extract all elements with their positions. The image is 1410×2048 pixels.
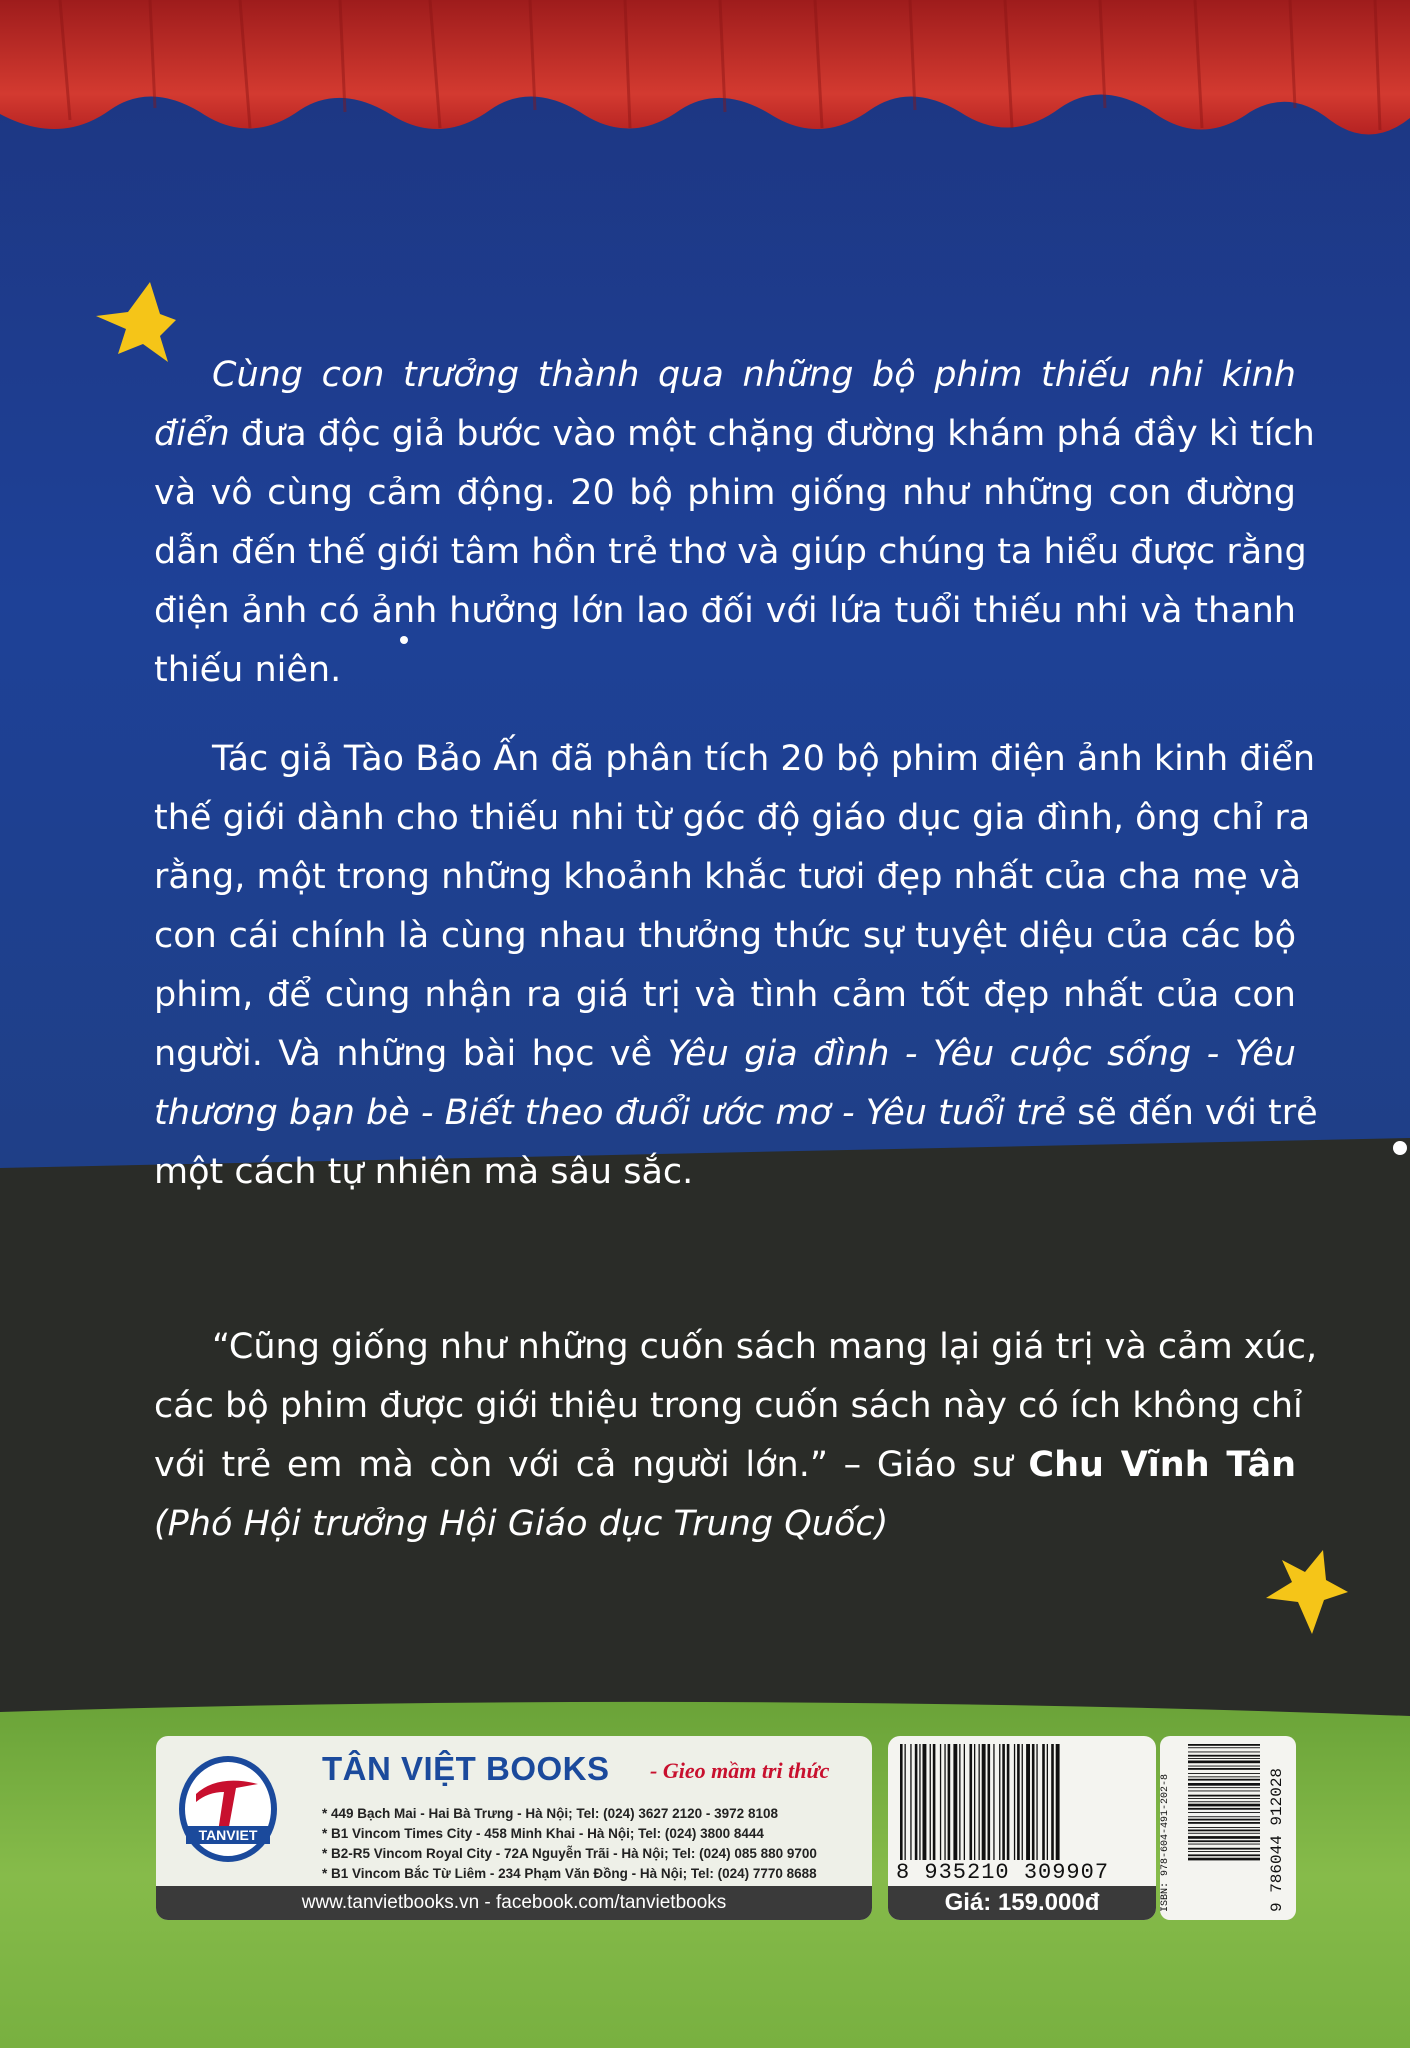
barcode-bar (953, 1744, 957, 1860)
p1-line-3: và vô cùng cảm động. 20 bộ phim giống như những con đường (154, 473, 1296, 513)
isbn-bar (1188, 1773, 1260, 1774)
quote-line-2: các bộ phim được giới thiệu trong cuốn sách này có ích không chỉ (154, 1386, 1303, 1426)
barcode-icon (896, 1744, 1148, 1862)
quote-line-3-plain: với trẻ em mà còn với cả người lớn.” – Giáo sư (154, 1445, 1029, 1485)
p1-line-2-italic: điển (154, 414, 230, 454)
isbn-bar (1188, 1816, 1260, 1817)
address-line: * 449 Bạch Mai - Hai Bà Trưng - Hà Nội; Tel: (024) 3627 2120 - 3972 8108 (322, 1806, 778, 1821)
p1-line-6: thiếu niên. (154, 650, 342, 690)
p1-line-2 (154, 405, 1315, 464)
p2-line-7-plain: sẽ đến với trẻ (1065, 1093, 1318, 1133)
isbn-bar (1188, 1830, 1260, 1832)
p1-line-1: Cùng con trưởng thành qua những bộ phim thiếu nhi kinh (212, 355, 1296, 395)
isbn-label: ISBN: 978-604-491-202-8 (1160, 1773, 1171, 1912)
barcode-bar (919, 1744, 920, 1860)
p1-line-4: dẫn đến thế giới tâm hồn trẻ thơ và giúp chúng ta hiểu được rằng (154, 532, 1307, 572)
isbn-bar (1188, 1804, 1260, 1807)
isbn-bar (1188, 1808, 1260, 1810)
isbn-bar (1188, 1827, 1260, 1828)
barcode-bar (910, 1744, 911, 1860)
address-line: * B1 Vincom Times City - 458 Minh Khai - Hà Nội; Tel: (024) 3800 8444 (322, 1826, 764, 1841)
p2-line-7-italic: thương bạn bè - Biết theo đuổi ước mơ - Yêu tuổi trẻ (154, 1093, 1066, 1133)
isbn-bar (1188, 1744, 1260, 1746)
barcode-bar (1051, 1744, 1054, 1860)
small-star-icon (1393, 1141, 1407, 1155)
isbn-bar (1188, 1779, 1260, 1781)
isbn-bar (1188, 1822, 1260, 1824)
barcode-box (888, 1736, 1156, 1920)
isbn-bar (1188, 1783, 1260, 1786)
p1-line-2-rest: đưa độc giả bước vào một chặng đường khám phá đầy kì tích (229, 414, 1315, 454)
isbn-bar (1188, 1833, 1260, 1834)
isbn-bar (1188, 1776, 1260, 1777)
barcode-bar (982, 1744, 986, 1860)
isbn-bar (1188, 1758, 1260, 1759)
isbn-box (1160, 1736, 1296, 1920)
barcode-bar (1042, 1744, 1045, 1860)
barcode-bar (944, 1744, 945, 1860)
p2-line-6-plain: người. Và những bài học về (154, 1034, 668, 1074)
isbn-bar (1188, 1752, 1260, 1753)
barcode-bar (974, 1744, 975, 1860)
quote-line-3 (154, 1436, 1296, 1495)
barcode-bar (915, 1744, 918, 1860)
tanviet-logo-icon (178, 1754, 278, 1864)
isbn-bar (1188, 1798, 1260, 1799)
isbn-bar (1188, 1795, 1260, 1797)
barcode-bar (930, 1744, 931, 1860)
p2-line-7 (154, 1084, 1318, 1143)
barcode-bar (905, 1744, 906, 1860)
isbn-bar (1188, 1791, 1260, 1792)
publisher-info-box (156, 1736, 872, 1920)
barcode-bar (900, 1744, 903, 1860)
price-label: Giá: 159.000đ (888, 1886, 1156, 1920)
publisher-slogan: - Gieo mầm tri thức (650, 1758, 830, 1783)
barcode-bar (959, 1744, 960, 1860)
p2-line-6-italic: Yêu gia đình - Yêu cuộc sống - Yêu (667, 1034, 1296, 1074)
p2-line-3: rằng, một trong những khoảnh khắc tươi đẹp nhất của cha mẹ và (154, 857, 1302, 897)
publisher-name: TÂN VIỆT BOOKS (322, 1750, 610, 1787)
isbn-bar (1188, 1812, 1260, 1813)
barcode-bar (999, 1744, 1000, 1860)
isbn-number: 9 786044 912028 (1268, 1767, 1286, 1912)
quote-line-1: “Cũng giống như những cuốn sách mang lại giá trị và cảm xúc, (212, 1327, 1318, 1367)
barcode-bar (933, 1744, 936, 1860)
p2-line-4: con cái chính là cùng nhau thưởng thức sự tuyệt diệu của các bộ (154, 916, 1296, 956)
address-line: * B1 Vincom Bắc Từ Liêm - 234 Phạm Văn Đồng - Hà Nội; Tel: (024) 7770 8688 (322, 1866, 817, 1881)
barcode-bar (1002, 1744, 1005, 1860)
isbn-bar (1188, 1768, 1260, 1770)
isbn-bar (1188, 1848, 1260, 1850)
isbn-bar (1188, 1755, 1260, 1757)
barcode-bar (940, 1744, 941, 1860)
p2-line-1: Tác giả Tào Bảo Ấn đã phân tích 20 bộ phim điện ảnh kinh điển (212, 739, 1316, 779)
p2-line-5: phim, để cùng nhận ra giá trị và tình cảm tốt đẹp nhất của con (154, 975, 1296, 1015)
barcode-bar (1014, 1744, 1015, 1860)
logo-text: TANVIET (198, 1827, 258, 1843)
barcode-bar (979, 1744, 980, 1860)
barcode-bar (1026, 1744, 1030, 1860)
quote-author-title: (Phó Hội trưởng Hội Giáo dục Trung Quốc) (154, 1504, 889, 1544)
barcode-bar (1022, 1744, 1023, 1860)
isbn-bar (1188, 1801, 1260, 1802)
barcode-bar (964, 1744, 965, 1860)
barcode-bar (923, 1744, 927, 1860)
isbn-bar (1188, 1851, 1260, 1852)
p2-line-8: một cách tự nhiên mà sâu sắc. (154, 1152, 694, 1192)
barcode-bar (1007, 1744, 1010, 1860)
isbn-bar (1188, 1844, 1260, 1845)
address-line: * B2-R5 Vincom Royal City - 72A Nguyễn Trãi - Hà Nội; Tel: (024) 085 880 9700 (322, 1846, 817, 1861)
barcode-bar (970, 1744, 973, 1860)
barcode-bar (1056, 1744, 1060, 1860)
isbn-barcode-icon (1188, 1742, 1260, 1912)
barcode-number: 8 935210 309907 (896, 1860, 1110, 1885)
isbn-bar (1188, 1819, 1260, 1821)
description-paragraph-1 (154, 346, 1315, 700)
p2-line-2: thế giới dành cho thiếu nhi từ góc độ giáo dục gia đình, ông chỉ ra (154, 798, 1311, 838)
testimonial-quote (154, 1318, 1318, 1554)
barcode-bar (988, 1744, 991, 1860)
description-paragraph-2 (154, 730, 1318, 1202)
p1-line-5: điện ảnh có ảnh hưởng lớn lao đối với lứa tuổi thiếu nhi và thanh (154, 591, 1296, 631)
barcode-bar (993, 1744, 994, 1860)
quote-author: Chu Vĩnh Tân (1028, 1445, 1296, 1485)
barcode-bar (1032, 1744, 1035, 1860)
isbn-bar (1188, 1787, 1260, 1788)
barcode-bar (1047, 1744, 1048, 1860)
isbn-bar (1188, 1858, 1260, 1861)
isbn-bar (1188, 1761, 1260, 1764)
barcode-bar (1036, 1744, 1037, 1860)
isbn-bar (1188, 1766, 1260, 1767)
publisher-website: www.tanvietbooks.vn - facebook.com/tanvietbooks (156, 1886, 872, 1920)
isbn-bar (1188, 1836, 1260, 1839)
barcode-bar (1017, 1744, 1020, 1860)
isbn-bar (1188, 1840, 1260, 1842)
p2-line-6 (154, 1025, 1296, 1084)
isbn-bar (1188, 1747, 1260, 1748)
barcode-bar (948, 1744, 951, 1860)
isbn-bar (1188, 1854, 1260, 1856)
